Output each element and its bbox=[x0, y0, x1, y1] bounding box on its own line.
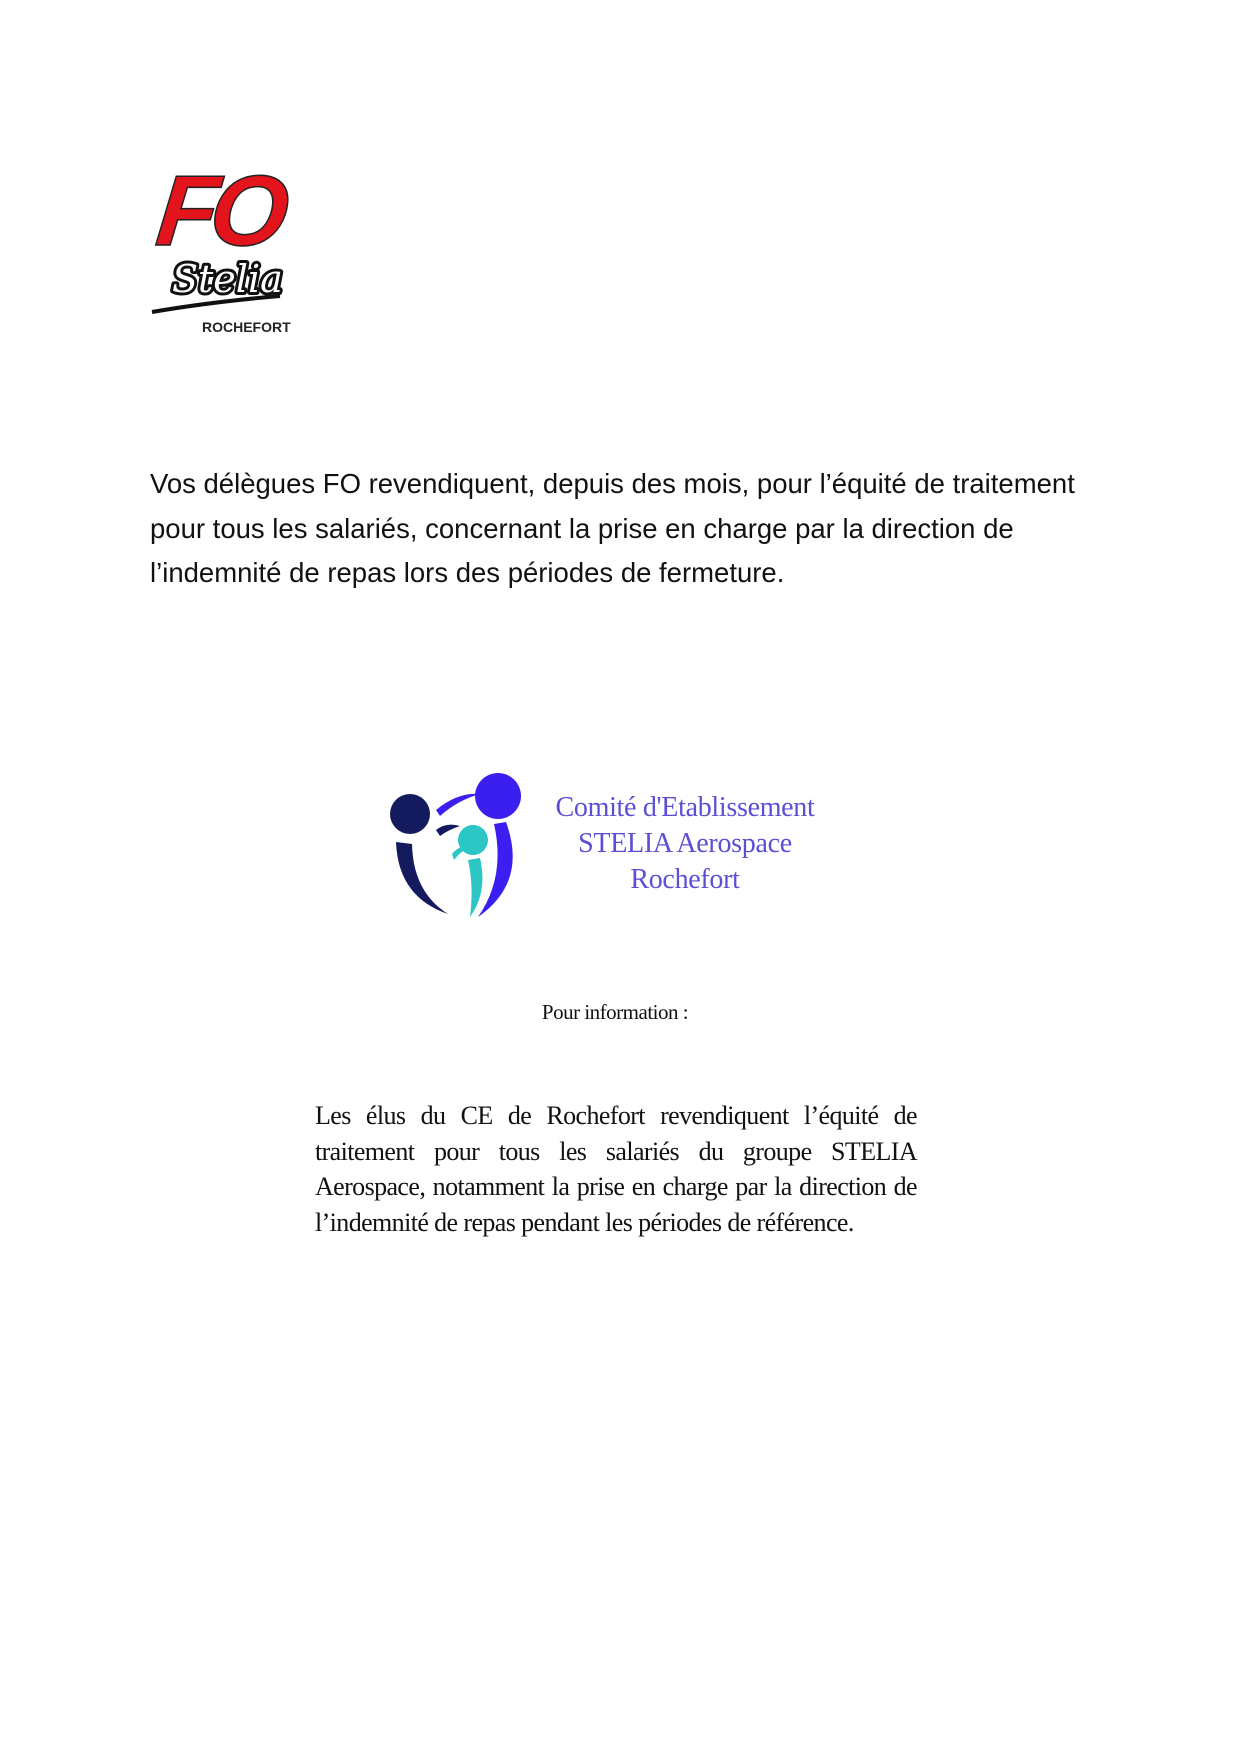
fo-logo-sub: ROCHEFORT bbox=[202, 319, 291, 335]
ce-logo-line: Comité d'Etablissement bbox=[555, 792, 815, 823]
ce-paragraph: Les élus du CE de Rochefort revendiquent l’équité de traitement pour tous les salariés du groupe STELIA Aerospace, notamment la prise en charge par la direction de l’indemnité de repas pendant les périodes de référence. bbox=[315, 1101, 917, 1237]
fo-logo-main: FO bbox=[151, 155, 287, 267]
ce-logo-line: Rochefort bbox=[630, 864, 740, 895]
ce-logo-line: STELIA Aerospace bbox=[578, 828, 792, 859]
ce-logo-emblem bbox=[388, 772, 528, 922]
info-heading: Pour information : bbox=[541, 1000, 689, 1024]
fo-stelia-logo bbox=[150, 150, 310, 335]
fo-logo-script: Stelia bbox=[172, 257, 283, 301]
intro-paragraph: Vos délègues FO revendiquent, depuis des mois, pour l’équité de traitement pour tous les salariés, concernant la prise en charge par la direction de l’indemnité de repas lors des périodes de fermeture. bbox=[150, 468, 1075, 588]
ce-logo-text bbox=[530, 790, 840, 898]
